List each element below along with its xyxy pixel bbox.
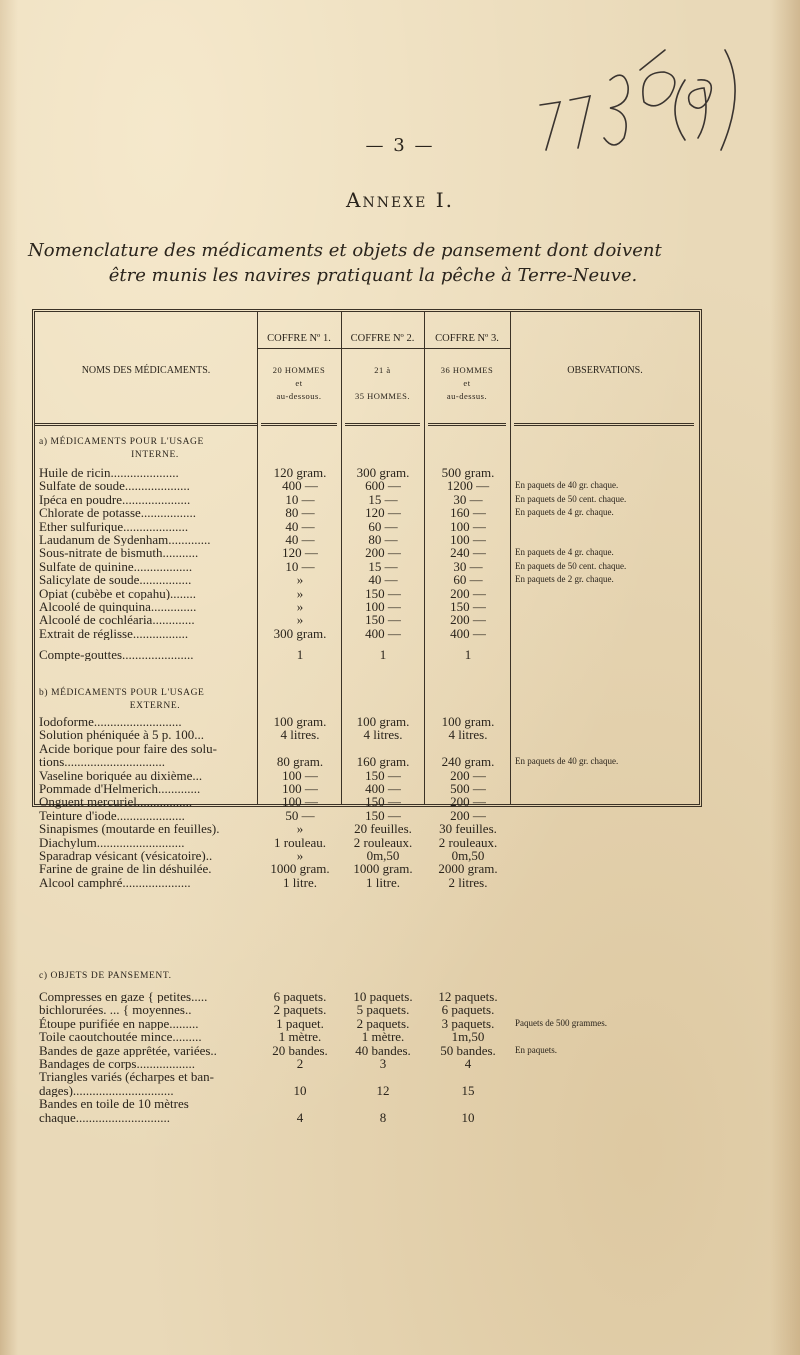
- observation: En paquets de 50 cent. chaque.: [515, 560, 627, 571]
- coffre2-value: 15 —: [368, 491, 398, 507]
- table-row: [35, 1003, 699, 1016]
- coffre1-sub: 20 HOMMES et au-dessous.: [272, 365, 326, 401]
- coffre3-value: 50 bandes.: [440, 1042, 496, 1058]
- table-row: [35, 715, 699, 728]
- coffre2-value: 2 paquets.: [356, 1015, 410, 1031]
- item-name: Ipéca en poudre.....................: [39, 492, 191, 507]
- coffre1-value: 2 paquets.: [273, 1002, 327, 1018]
- coffre3-value: 500 gram.: [441, 465, 495, 480]
- table-row: [35, 809, 699, 822]
- item-name: Onguent mercuriel.................: [39, 795, 193, 809]
- table-row: [35, 573, 699, 586]
- coffre2-value: 1 mètre.: [361, 1029, 405, 1045]
- item-name: Alcool camphré.....................: [39, 875, 191, 890]
- item-name: bichlorurées. ... { moyennes..: [39, 1003, 192, 1017]
- coffre3-value: 400 —: [450, 625, 486, 641]
- coffre3-value: 240 gram.: [441, 754, 495, 770]
- table-row: [35, 466, 699, 479]
- item-name: Compte-gouttes......................: [39, 648, 194, 662]
- coffre3-value: 2000 gram.: [438, 861, 498, 877]
- section-a-rows: [35, 466, 699, 661]
- coffre1-value: 4: [296, 1109, 304, 1125]
- item-name: Vaseline boriquée au dixième...: [39, 768, 203, 782]
- coffre1-value: 40 —: [285, 531, 315, 547]
- coffre3-value: 100 —: [450, 531, 486, 547]
- table-row: [35, 849, 699, 862]
- coffre2-value: 80 —: [368, 531, 398, 547]
- coffre1-value: 50 —: [285, 807, 315, 823]
- coffre1-value: 100 —: [282, 780, 318, 796]
- coffre2-value: 400 —: [365, 625, 401, 641]
- coffre3-value: 30 —: [453, 558, 483, 574]
- observation: En paquets de 2 gr. chaque.: [515, 574, 614, 585]
- table-row: [35, 1111, 699, 1124]
- coffre1-value: 100 —: [282, 767, 318, 783]
- coffre3-value: 100 gram.: [441, 714, 495, 729]
- coffre2-value: 12: [376, 1082, 390, 1098]
- coffre1-value: 10 —: [285, 558, 315, 574]
- coffre3-value: 500 —: [450, 780, 486, 796]
- coffre2-value: 150 —: [365, 794, 401, 810]
- observation: En paquets.: [515, 1044, 557, 1055]
- table-row: [35, 862, 699, 875]
- table-row: [35, 613, 699, 626]
- table-row: [35, 822, 699, 835]
- item-name: chaque.............................: [39, 1110, 171, 1124]
- coffre1-value: »: [296, 821, 304, 837]
- item-name: Teinture d'iode.....................: [39, 808, 185, 823]
- coffre3-value: 200 —: [450, 767, 486, 783]
- item-name: Ether sulfurique....................: [39, 519, 189, 533]
- item-name: tions...............................: [39, 755, 166, 769]
- item-name: Iodoforme...........................: [39, 715, 182, 729]
- coffre2-value: 60 —: [368, 518, 398, 534]
- coffre1-value: 120 gram.: [273, 465, 327, 480]
- table-row: [35, 600, 699, 613]
- coffre2-value: 400 —: [365, 780, 401, 796]
- section-b-title: b) MÉDICAMENTS POUR L'USAGE EXTERNE.: [39, 688, 205, 711]
- table-row: [35, 1044, 699, 1057]
- coffre1-value: 20 bandes.: [272, 1042, 328, 1058]
- coffre2-value: 1 litre.: [366, 874, 400, 890]
- observation: En paquets de 4 gr. chaque.: [515, 547, 614, 558]
- table-row: [35, 782, 699, 795]
- item-name: Acide borique pour faire des solu-: [39, 741, 217, 756]
- table-row: [35, 648, 699, 661]
- item-name: Toile caoutchoutée mince.........: [39, 1030, 202, 1044]
- section-c-rows: [35, 990, 699, 1124]
- item-name: Chlorate de potasse.................: [39, 506, 197, 520]
- observation: En paquets de 50 cent. chaque.: [515, 493, 627, 504]
- document-title: [28, 238, 778, 288]
- table-row: [35, 1057, 699, 1070]
- coffre2-value: 40 —: [368, 572, 398, 588]
- table-row: [35, 479, 699, 492]
- table-row: [35, 876, 699, 889]
- header-names: NOMS DES MÉDICAMENTS.: [81, 365, 211, 376]
- coffre1-value: 80 gram.: [276, 754, 324, 770]
- coffre2-value: 40 bandes.: [355, 1042, 411, 1058]
- item-name: Sulfate de quinine..................: [39, 559, 193, 574]
- coffre1-value: 1 mètre.: [278, 1029, 322, 1045]
- coffre2-value: 15 —: [368, 558, 398, 574]
- coffre2-value: 3: [379, 1055, 387, 1071]
- title-line-1: Nomenclature des médicaments et objets de pansement dont doivent: [28, 240, 662, 261]
- item-name: Bandes en toile de 10 mètres: [39, 1097, 189, 1111]
- coffre3-value: 160 —: [450, 505, 486, 521]
- table-row: [35, 1097, 699, 1110]
- coffre3-value: 150 —: [450, 598, 486, 614]
- coffre3-value: 1m,50: [451, 1029, 485, 1045]
- coffre3-value: 4: [464, 1055, 472, 1071]
- coffre2-value: 4 litres.: [363, 727, 403, 743]
- table-row: [35, 836, 699, 849]
- coffre2-value: 160 gram.: [356, 754, 410, 770]
- table-row: [35, 795, 699, 808]
- table-row: [35, 1070, 699, 1083]
- coffre2-value: 600 —: [365, 478, 401, 494]
- table-row: [35, 742, 699, 755]
- item-name: Sinapismes (moutarde en feuilles).: [39, 822, 220, 836]
- coffre3-value: 3 paquets.: [441, 1015, 495, 1031]
- item-name: Opiat (cubèbe et copahu)........: [39, 586, 197, 600]
- coffre3-value: 15: [461, 1082, 475, 1098]
- table-row: [35, 546, 699, 559]
- coffre1-value: 1 rouleau.: [274, 834, 326, 850]
- medication-table: [32, 309, 702, 1125]
- observation: En paquets de 4 gr. chaque.: [515, 507, 614, 518]
- coffre2-value: 150 —: [365, 807, 401, 823]
- coffre2-value: 150 —: [365, 585, 401, 601]
- item-name: Compresses en gaze { petites.....: [39, 990, 208, 1004]
- item-name: Diachylum...........................: [39, 835, 185, 849]
- coffre3-value: 200 —: [450, 807, 486, 823]
- coffre2-value: 0m,50: [366, 847, 400, 863]
- coffre3-sub: 36 HOMMES et au-dessus.: [440, 365, 494, 401]
- item-name: Extrait de réglisse.................: [39, 626, 189, 641]
- coffre2-value: 300 gram.: [356, 465, 410, 480]
- header-coffre1: COFFRE Nº 1.: [267, 333, 331, 344]
- section-c-title: c) OBJETS DE PANSEMENT.: [39, 971, 172, 981]
- observation: En paquets de 40 gr. chaque.: [515, 480, 619, 491]
- coffre1-value: 10: [293, 1082, 307, 1098]
- table-row: [35, 990, 699, 1003]
- coffre2-value: 20 feuilles.: [354, 821, 412, 837]
- coffre2-value: 8: [379, 1109, 387, 1125]
- coffre3-value: 1200 —: [446, 478, 490, 494]
- section-b-rows: [35, 715, 699, 889]
- item-name: Solution phéniquée à 5 p. 100...: [39, 728, 205, 742]
- item-name: Farine de graine de lin déshuilée.: [39, 862, 212, 876]
- item-name: dages)...............................: [39, 1083, 174, 1098]
- table-row: [35, 520, 699, 533]
- item-name: Sparadrap vésicant (vésicatoire)..: [39, 848, 213, 863]
- coffre2-value: 10 paquets.: [353, 989, 413, 1004]
- coffre2-value: 200 —: [365, 545, 401, 561]
- table-row: [35, 1017, 699, 1030]
- coffre3-value: 30 —: [453, 491, 483, 507]
- coffre1-value: »: [296, 585, 304, 601]
- coffre1-value: 10 —: [285, 491, 315, 507]
- coffre1-value: 120 —: [282, 545, 318, 561]
- title-line-2: être munis les navires pratiquant la pêche à Terre-Neuve.: [108, 265, 638, 286]
- coffre1-value: 100 —: [282, 794, 318, 810]
- item-name: Bandages de corps..................: [39, 1056, 195, 1071]
- coffre1-value: 4 litres.: [280, 727, 320, 743]
- annex-heading: Annexe I.: [346, 188, 454, 212]
- coffre3-value: 30 feuilles.: [439, 821, 497, 837]
- coffre1-value: 400 —: [282, 478, 318, 494]
- coffre2-value: 5 paquets.: [356, 1002, 410, 1018]
- section-a-title: a) MÉDICAMENTS POUR L'USAGE INTERNE.: [39, 437, 204, 460]
- coffre3-value: 4 litres.: [448, 727, 488, 743]
- table-row: [35, 728, 699, 741]
- coffre2-value: 2 rouleaux.: [353, 834, 413, 850]
- coffre1-value: 300 gram.: [273, 625, 327, 641]
- table-row: [35, 560, 699, 573]
- table-row: [35, 533, 699, 546]
- coffre3-value: 1: [464, 647, 472, 663]
- table-row: [35, 1084, 699, 1097]
- coffre1-value: 6 paquets.: [273, 989, 327, 1004]
- coffre2-value: 150 —: [365, 612, 401, 628]
- item-name: Sulfate de soude....................: [39, 479, 190, 493]
- table-row: [35, 769, 699, 782]
- coffre3-value: 200 —: [450, 794, 486, 810]
- coffre1-value: 1000 gram.: [270, 861, 330, 877]
- coffre3-value: 60 —: [453, 572, 483, 588]
- item-name: Triangles variés (écharpes et ban-: [39, 1070, 214, 1084]
- observation: Paquets de 500 grammes.: [515, 1017, 607, 1028]
- coffre1-value: 2: [296, 1055, 304, 1071]
- coffre1-value: »: [296, 572, 304, 588]
- coffre3-value: 2 rouleaux.: [438, 834, 498, 850]
- coffre2-value: 100 —: [365, 598, 401, 614]
- coffre3-value: 6 paquets.: [441, 1002, 495, 1018]
- coffre3-value: 10: [461, 1109, 475, 1125]
- coffre2-value: 1000 gram.: [353, 861, 413, 877]
- item-name: Alcoolé de quinquina..............: [39, 599, 197, 614]
- coffre3-value: 200 —: [450, 585, 486, 601]
- page-number: — 3 —: [365, 135, 435, 156]
- coffre1-value: »: [296, 598, 304, 614]
- item-name: Sous-nitrate de bismuth...........: [39, 546, 199, 560]
- coffre3-value: 100 —: [450, 518, 486, 534]
- table-row: [35, 587, 699, 600]
- item-name: Pommade d'Helmerich.............: [39, 781, 201, 796]
- coffre1-value: 1: [296, 647, 304, 663]
- coffre2-sub: 21 à 35 HOMMES.: [354, 365, 411, 401]
- table-row: [35, 627, 699, 640]
- coffre2-value: 1: [379, 647, 387, 663]
- item-name: Laudanum de Sydenham.............: [39, 532, 211, 547]
- coffre2-value: 100 gram.: [356, 714, 410, 729]
- table-row: [35, 506, 699, 519]
- coffre1-value: 1 litre.: [283, 874, 317, 890]
- item-name: Huile de ricin.....................: [39, 466, 179, 480]
- item-name: Bandes de gaze apprêtée, variées..: [39, 1043, 217, 1057]
- coffre3-value: 2 litres.: [448, 874, 488, 890]
- coffre2-value: 120 —: [365, 505, 401, 521]
- coffre1-value: 80 —: [285, 505, 315, 521]
- coffre1-value: 40 —: [285, 518, 315, 534]
- table-row: [35, 1030, 699, 1043]
- observation: En paquets de 40 gr. chaque.: [515, 756, 619, 767]
- coffre3-value: 200 —: [450, 612, 486, 628]
- table-row: [35, 493, 699, 506]
- header-observations: OBSERVATIONS.: [567, 365, 643, 376]
- coffre3-value: 240 —: [450, 545, 486, 561]
- coffre1-value: »: [296, 612, 304, 628]
- coffre3-value: 0m,50: [451, 847, 485, 863]
- item-name: Salicylate de soude................: [39, 573, 192, 587]
- header-coffre3: COFFRE Nº 3.: [435, 333, 499, 344]
- table-row: [35, 755, 699, 768]
- coffre1-value: »: [296, 847, 304, 863]
- item-name: Alcoolé de cochléaria.............: [39, 613, 195, 627]
- coffre2-value: 150 —: [365, 767, 401, 783]
- header-coffre2: COFFRE Nº 2.: [350, 333, 415, 344]
- coffre1-value: 100 gram.: [273, 714, 327, 729]
- coffre3-value: 12 paquets.: [438, 989, 498, 1004]
- coffre1-value: 1 paquet.: [276, 1015, 324, 1031]
- item-name: Étoupe purifiée en nappe.........: [39, 1016, 199, 1031]
